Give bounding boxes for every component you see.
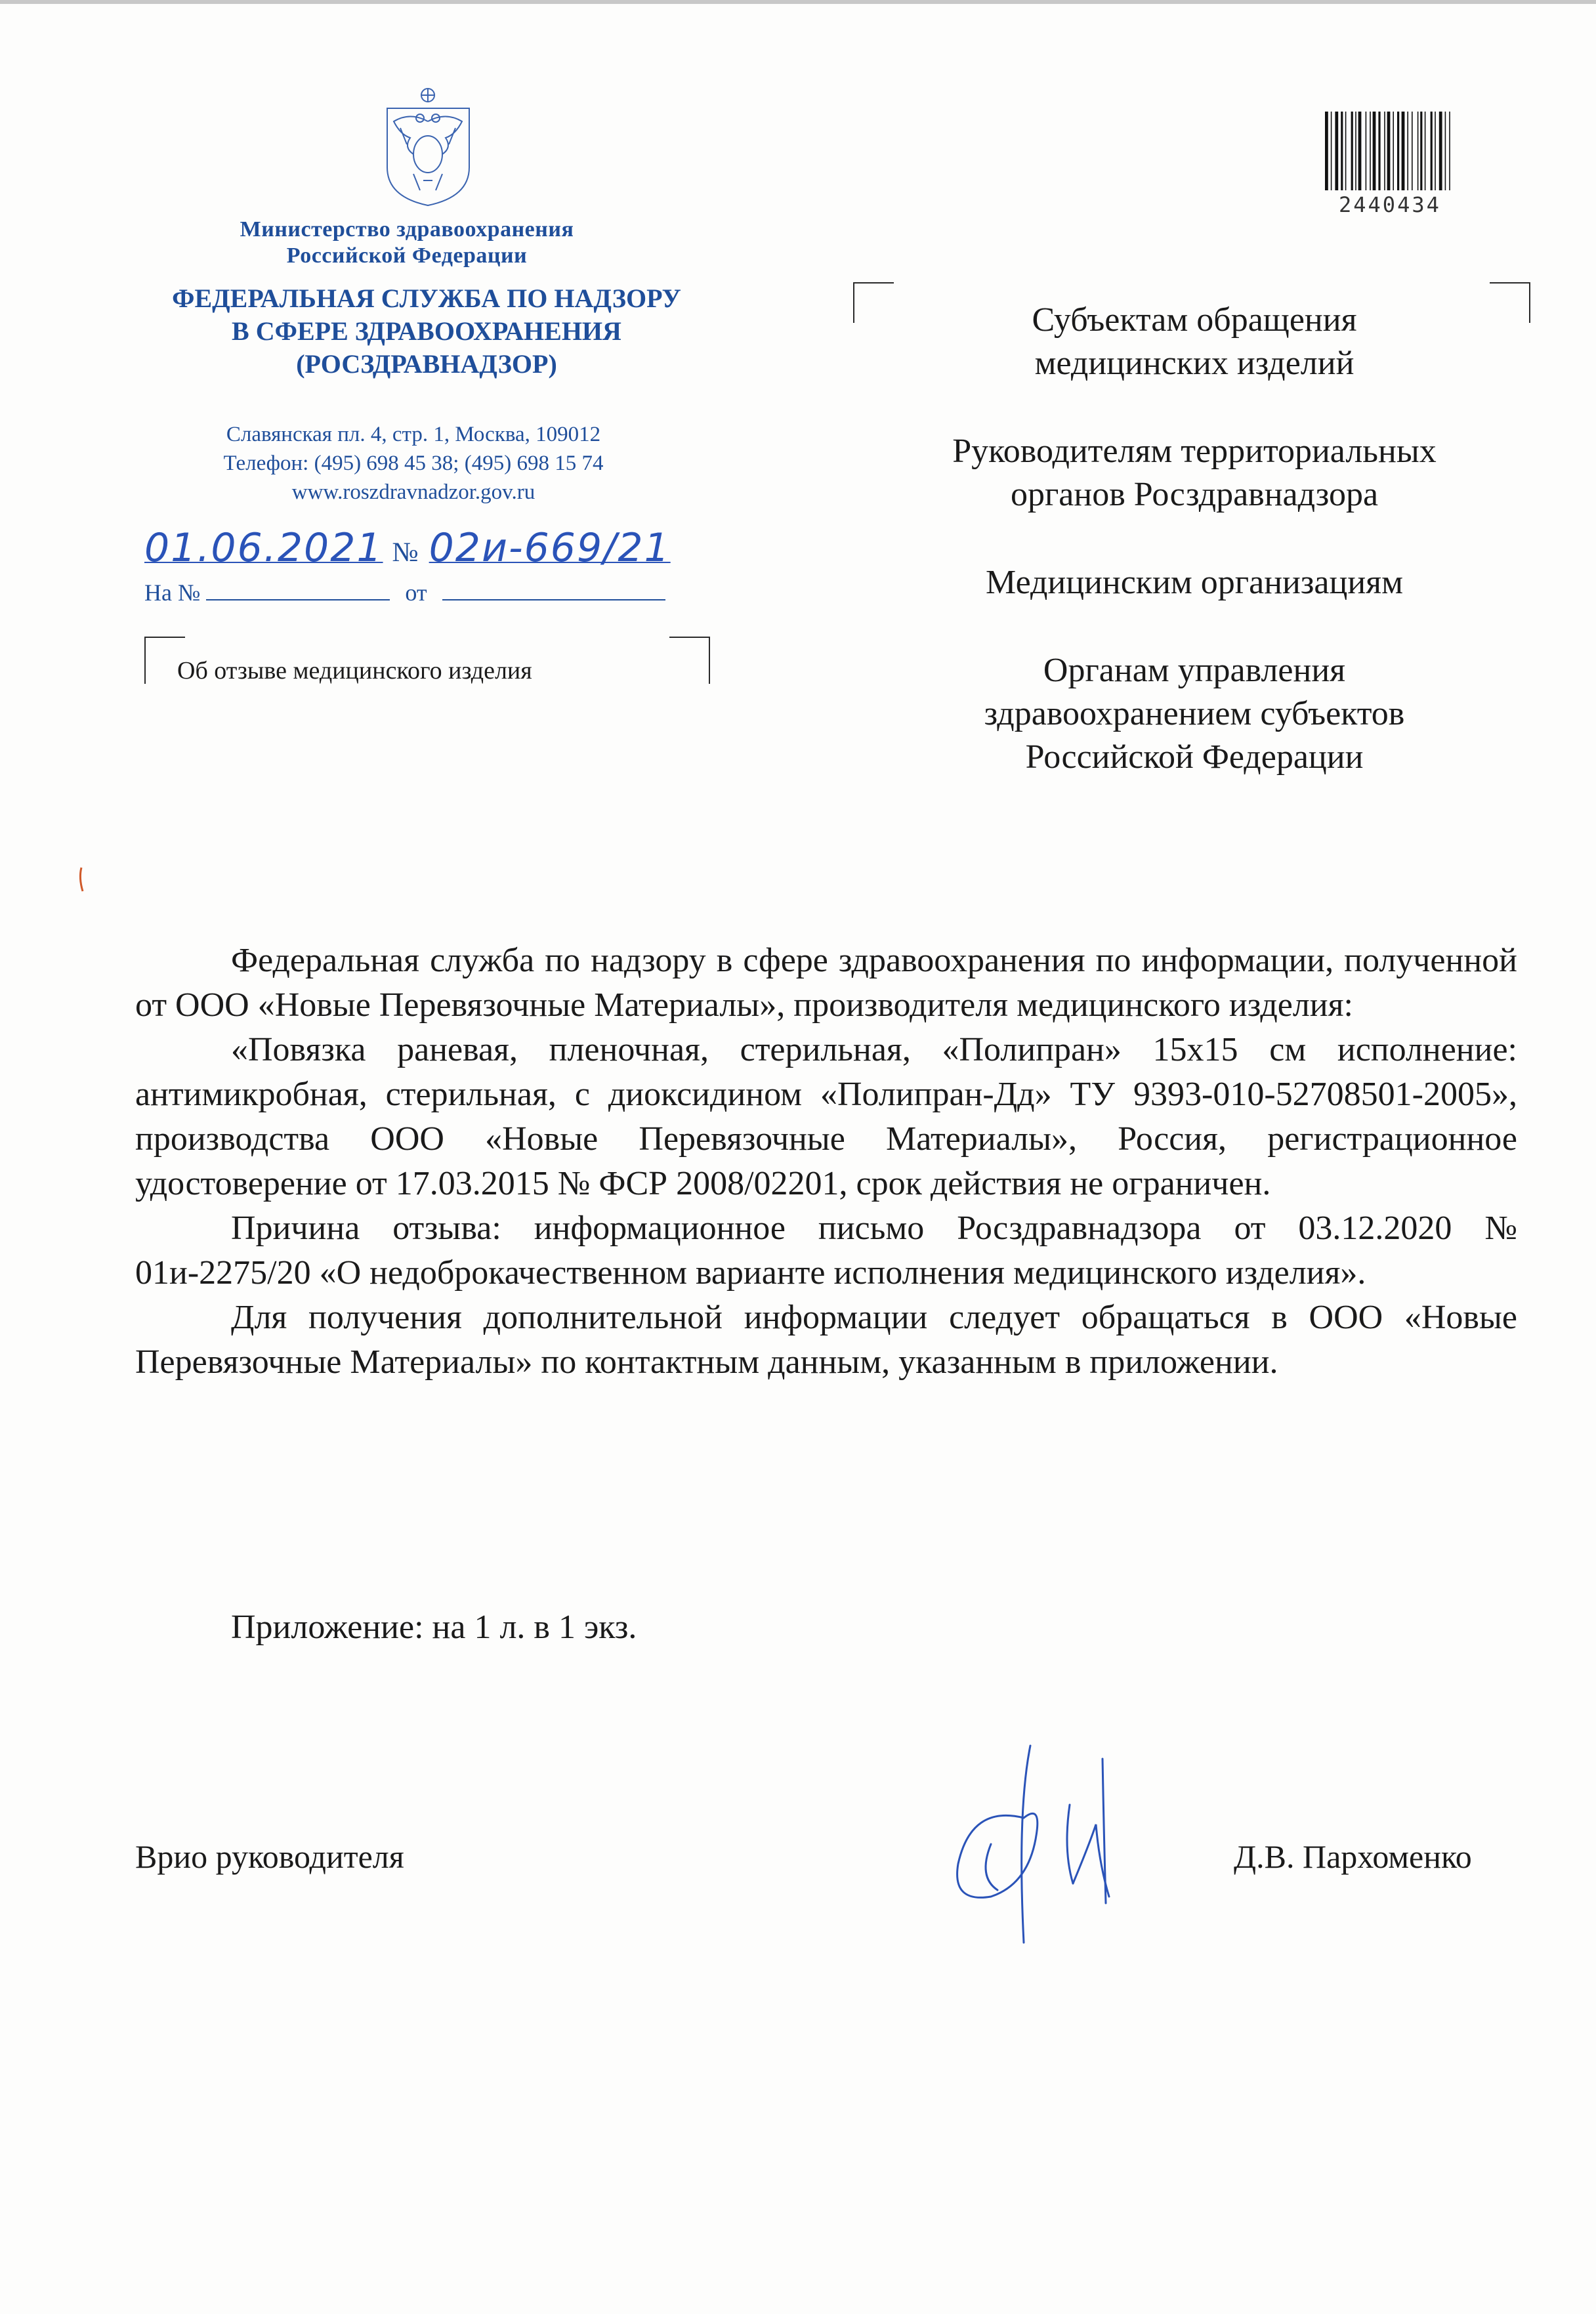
- signatory-name: Д.В. Пархоменко: [1234, 1838, 1472, 1875]
- addressee-2-line-1: Руководителям территориальных: [952, 432, 1437, 470]
- addressee-1: [866, 299, 1522, 385]
- addressee-4-line-2: здравоохранением субъектов: [984, 695, 1405, 732]
- barcode-bar: [1378, 112, 1380, 190]
- agency-name: [131, 282, 722, 381]
- barcode-bar: [1402, 112, 1405, 190]
- coat-of-arms-icon: [374, 82, 482, 207]
- barcode-bar: [1384, 112, 1385, 190]
- barcode-bar: [1439, 112, 1442, 190]
- addressee-1-line-1: Субъектам обращения: [1032, 301, 1357, 339]
- barcode-bar: [1331, 112, 1332, 190]
- barcode-bar: [1435, 112, 1436, 190]
- scan-edge: [0, 0, 1596, 4]
- barcode-bar: [1431, 112, 1433, 190]
- letter-subject: Об отзыве медицинского изделия: [177, 657, 532, 684]
- barcode-bar: [1393, 112, 1394, 190]
- appendix-note: Приложение: на 1 л. в 1 экз.: [231, 1609, 637, 1646]
- agency-line-3: (РОСЗДРАВНАДЗОР): [296, 349, 557, 379]
- phone-line: Телефон: (495) 698 45 38; (495) 698 15 74: [223, 452, 604, 475]
- barcode-number: 2440434: [1339, 192, 1441, 217]
- agency-line-1: ФЕДЕРАЛЬНАЯ СЛУЖБА ПО НАДЗОРУ: [172, 284, 681, 313]
- scan-mark: [77, 866, 85, 893]
- from-label: от: [405, 579, 427, 606]
- ministry-line-2: Российской Федерации: [286, 243, 528, 268]
- addressee-3: [866, 561, 1522, 604]
- body-paragraph-4: Для получения дополнительной информации следует обращаться в ООО «Новые Перевязочные Материалы» по контактным данным, указанным в приложении.: [135, 1299, 1517, 1381]
- body-paragraph-3: Причина отзыва: информационное письмо Росздравнадзора от 03.12.2020 № 01и-2275/20 «О недоброкачественном варианте исполнения медицинского изделия».: [135, 1210, 1517, 1292]
- reply-reference-line: [144, 579, 665, 606]
- barcode-bar: [1335, 112, 1338, 190]
- addressee-2-line-2: органов Росздравнадзора: [1010, 476, 1379, 513]
- subject-corner-right: [669, 637, 710, 684]
- ministry-name: [184, 217, 630, 269]
- barcode-bar: [1407, 112, 1408, 190]
- registration-line: [144, 525, 671, 571]
- barcode-bar: [1325, 112, 1328, 190]
- barcode: [1322, 112, 1486, 190]
- barcode-bar: [1445, 112, 1446, 190]
- addressee-3-line-1: Медицинским организациям: [986, 564, 1403, 601]
- letter-body: [135, 938, 1517, 1385]
- addressee-4: [866, 649, 1522, 779]
- barcode-bar: [1412, 112, 1413, 190]
- addressee-block: [866, 299, 1522, 824]
- addressee-4-line-1: Органам управления: [1043, 652, 1346, 689]
- agency-address: [158, 420, 669, 507]
- ministry-line-1: Министерство здравоохранения: [240, 217, 574, 242]
- barcode-bar: [1397, 112, 1399, 190]
- handwritten-signature-icon: [932, 1733, 1129, 1949]
- barcode-bar: [1373, 112, 1376, 190]
- barcode-bar: [1366, 112, 1367, 190]
- barcode-bar: [1345, 112, 1347, 190]
- barcode-bar: [1358, 112, 1362, 190]
- barcode-bar: [1449, 112, 1450, 190]
- barcode-bar: [1387, 112, 1391, 190]
- addressee-4-line-3: Российской Федерации: [1025, 738, 1364, 776]
- barcode-bar: [1418, 112, 1419, 190]
- signatory-title: Врио руководителя: [135, 1838, 404, 1875]
- barcode-bar: [1420, 112, 1422, 190]
- addressee-1-line-2: медицинских изделий: [1034, 345, 1354, 382]
- barcode-bar: [1351, 112, 1353, 190]
- barcode-bar: [1425, 112, 1426, 190]
- reply-to-label: На №: [144, 579, 201, 606]
- body-paragraph-1: Федеральная служба по надзору в сфере здравоохранения по информации, полученной от ООО «Новые Перевязочные Материалы», производителя медицинского изделия:: [135, 942, 1517, 1024]
- address-line: Славянская пл. 4, стр. 1, Москва, 109012: [226, 423, 601, 446]
- registration-number: 02и-669/21: [429, 525, 671, 571]
- reply-date-blank: [442, 581, 665, 600]
- addressee-2: [866, 430, 1522, 516]
- body-paragraph-2: «Повязка раневая, пленочная, стерильная, «Полипран» 15x15 см исполнение: антимикробная, стерильная, с диоксидином «Полипран-Дд» ТУ 9393-010-52708501-2005», производства ООО «Новые Перевязочные Материалы», Россия, регистрационное удостоверение от 17.03.2015 № ФСР 2008/02201, срок действия не ограничен.: [135, 1031, 1517, 1202]
- barcode-bar: [1370, 112, 1371, 190]
- barcode-bar: [1341, 112, 1343, 190]
- website-line: www.roszdravnadzor.gov.ru: [291, 480, 536, 504]
- reply-number-blank: [206, 581, 390, 600]
- agency-line-2: В СФЕРЕ ЗДРАВООХРАНЕНИЯ: [232, 316, 621, 346]
- barcode-bar: [1355, 112, 1356, 190]
- registration-date: 01.06.2021: [144, 525, 383, 571]
- number-sign: №: [392, 537, 420, 568]
